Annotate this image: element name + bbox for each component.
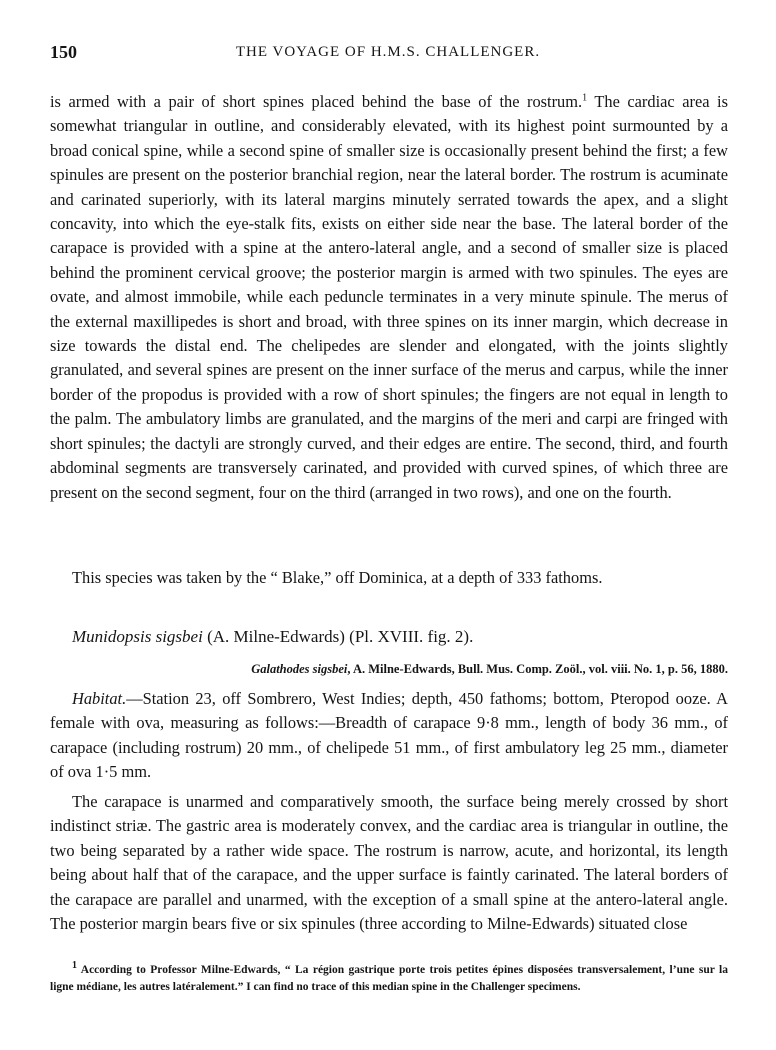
footnote-marker: 1 (72, 960, 77, 972)
paragraph-1-text-b: The cardiac area is somewhat triangular in outline, and considerably elevated, with its highest point surmounted by a broad conical spine, while a second spine of smaller size is occasionally present behind the first; a few spinules are present on the posterior branchial region, near the lateral border. The rostrum is acuminate and carinated superiorly, with its lateral margins minutely serrated towards the apex, and a slight concavity, into which the eye-stalk fits, exists on either side near the base. The lateral border of the carapace is provided with a spine at the antero-lateral angle, and a second of smaller size is placed behind the prominent cervical groove; the posterior margin is armed with two spinules. The eyes are ovate, and almost immobile, while each peduncle terminates in a very minute spinule. The merus of the external maxillipedes is short and broad, with three spines on its inner margin, which decrease in size towards the distal end. The chelipedes are slender and elongated, with the joints slightly granulated, and several spines are present on the inner surface of the merus and carpus, while the inner border of the propodus is provided with a row of short spinules; the fingers are not equal in length to the palm. The ambulatory limbs are granulated, and the margins of the meri and carpi are fringed with short spinules; the dactyli are strongly curved, and their edges are entire. The second, third, and fourth abdominal segments are transversely carinated, and provided with curved spines, of which three are present on the second segment, four on the third (arranged in two rows), and one on the fourth. (50, 92, 728, 502)
paragraph-1-text-a: is armed with a pair of short spines placed behind the base of the rostrum. (50, 92, 583, 111)
habitat-paragraph (50, 687, 728, 785)
synonymy-line (50, 660, 728, 678)
synonym-name: Galathodes sigsbei (251, 662, 348, 676)
species-name: Munidopsis sigsbei (72, 627, 203, 646)
running-title: THE VOYAGE OF H.M.S. CHALLENGER. (235, 44, 541, 60)
species-heading (50, 625, 728, 649)
body-paragraph-1 (50, 90, 728, 505)
page-number: 150 (50, 42, 77, 62)
habitat-text: —Station 23, off Sombrero, West Indies; depth, 450 fathoms; bottom, Pteropod ooze. A female with ova, measuring as follows:—Breadth of carapace 9·8 mm., length of body 36 mm., of carapace (including rostrum) 20 mm., of chelipede 51 mm., of first ambulatory leg 25 mm., diameter of ova 1·5 mm. (50, 689, 728, 782)
footnote-reference: 1 (582, 92, 588, 104)
habitat-label: Habitat. (72, 689, 127, 708)
footnote-text: According to Professor Milne-Edwards, “ La région gastrique porte trois petites épines disposées transversalement, l’une sur la ligne médiane, les autres latéralement.” I can find no trace of this median spine in the Challenger specimens. (50, 964, 728, 993)
synonym-citation: , A. Milne-Edwards, Bull. Mus. Comp. Zoöl., vol. viii. No. 1, p. 56, 1880. (347, 662, 728, 676)
body-paragraph-2: This species was taken by the “ Blake,” off Dominica, at a depth of 333 fathoms. (72, 568, 603, 587)
page-header (50, 42, 726, 66)
species-heading-rest: (A. Milne-Edwards) (Pl. XVIII. fig. 2). (202, 627, 474, 646)
body-paragraph-4: The carapace is unarmed and comparatively smooth, the surface being merely crossed by short indistinct striæ. The gastric area is moderately convex, and the cardiac area is triangular in outline, the two being separated by a rather wide space. The rostrum is narrow, acute, and horizontal, its length being about half that of the carapace, and the upper surface is faintly carinated. The lateral borders of the carapace are parallel and unarmed, with the exception of a small spine at the antero-lateral angle. The posterior margin bears five or six spinules (three according to Milne-Edwards) situated close (50, 792, 728, 934)
footnote (50, 962, 728, 996)
